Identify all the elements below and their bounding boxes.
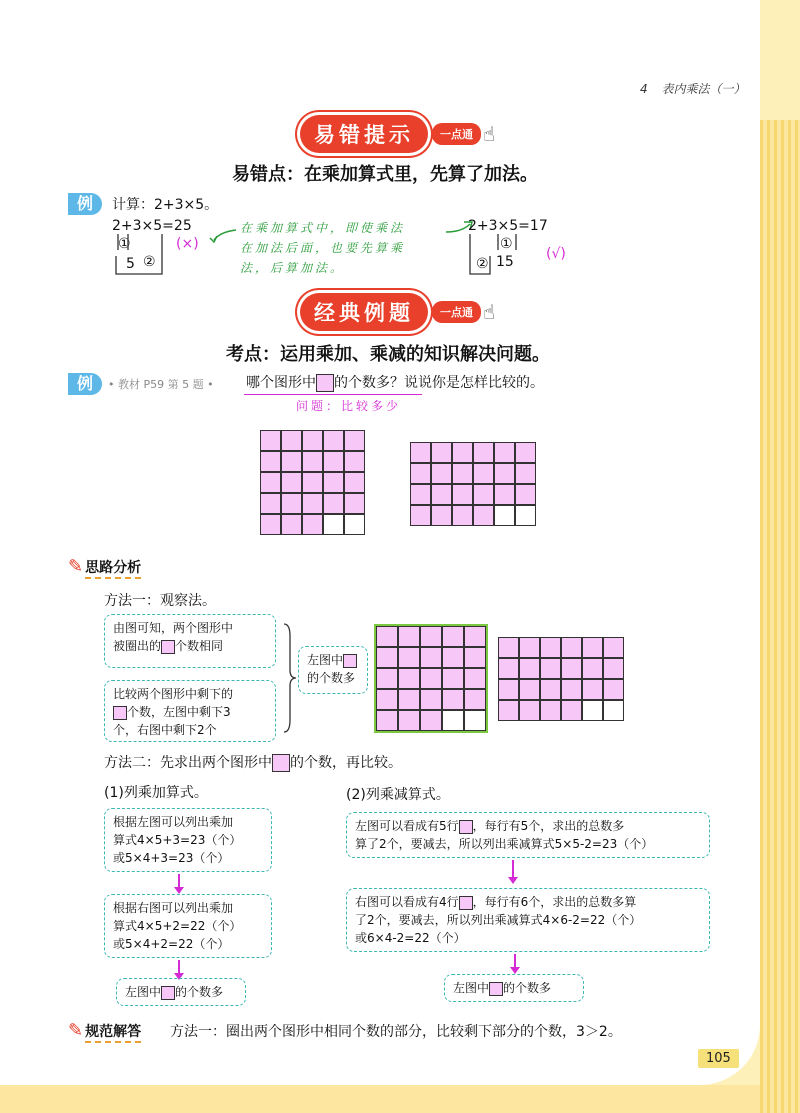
shaded-square: [398, 668, 420, 689]
rule-note: 在乘加算式中，即使乘法 在加法后面，也要先算乘 法，后算加法。: [240, 221, 406, 275]
shaded-square: [410, 505, 431, 526]
shaded-square: [473, 463, 494, 484]
square-icon: [316, 374, 334, 392]
shaded-square: [323, 472, 344, 493]
sub-box-right: 右图可以看成有4行 ，每行有6个，求出的总数多算 了2个，要减去，所以列出乘减算式4×6-2=22（个） 或6×4-2=22（个）: [346, 888, 710, 952]
shaded-square: [376, 626, 398, 647]
shaded-square: [473, 442, 494, 463]
right-step1: ①: [500, 236, 513, 252]
method2: 方法二：先求出两个图形中 的个数，再比较。: [104, 755, 402, 771]
shaded-square: [302, 451, 323, 472]
shaded-square: [464, 647, 486, 668]
shaded-square: [302, 493, 323, 514]
shaded-square: [519, 658, 540, 679]
shaded-square: [515, 442, 536, 463]
shaded-square: [410, 442, 431, 463]
shaded-square: [519, 679, 540, 700]
empty-square: [582, 700, 603, 721]
square-icon: [459, 820, 473, 834]
page-edge: [760, 120, 800, 1113]
wrong-step1: ①: [118, 236, 131, 252]
error-tip-banner: 易错提示 一点通 ☝: [300, 115, 495, 153]
shaded-square: [281, 493, 302, 514]
sub-box-left: 左图可以看成有5行 ，每行有5个，求出的总数多 算了2个，要减去，所以列出乘减算式5×5-2=23（个）: [346, 812, 710, 858]
shaded-square: [281, 430, 302, 451]
right-mark: (√): [546, 246, 566, 262]
shaded-square: [376, 668, 398, 689]
shaded-square: [442, 647, 464, 668]
shaded-square: [498, 637, 519, 658]
wrong-expression: 2+3×5=25: [112, 218, 192, 234]
pencil-icon: ✎: [68, 1020, 84, 1041]
left-figure-circled: [376, 626, 486, 731]
shaded-square: [260, 430, 281, 451]
right-step2: ②: [476, 256, 489, 272]
shaded-square: [420, 710, 442, 731]
wrong-result1: 5: [126, 256, 135, 272]
add-box-left: 根据左图可以列出乘加 算式4×5+3=23（个） 或5×4+3=23（个）: [104, 808, 272, 872]
shaded-square: [410, 463, 431, 484]
shaded-square: [344, 472, 365, 493]
shaded-square: [431, 463, 452, 484]
observation-box-2: 比较两个图形中剩下的 个数，左图中剩下3 个，右图中剩下2个: [104, 680, 276, 742]
shaded-square: [540, 679, 561, 700]
shaded-square: [344, 451, 365, 472]
shaded-square: [464, 689, 486, 710]
shaded-square: [494, 463, 515, 484]
shaded-square: [582, 679, 603, 700]
shaded-square: [473, 484, 494, 505]
add-result-box: 左图中 的个数多: [116, 978, 246, 1006]
shaded-square: [582, 658, 603, 679]
classic-example-banner: 经典例题 一点通 ☝: [300, 293, 495, 331]
empty-square: [323, 514, 344, 535]
shaded-square: [420, 626, 442, 647]
shaded-square: [376, 710, 398, 731]
down-arrow-icon: [512, 860, 514, 878]
question-note: 问题：比较多少: [296, 399, 402, 413]
right-figure-circled: [498, 637, 624, 721]
answer-text: 方法一：圈出两个图形中相同个数的部分，比较剩下部分的个数，3＞2。: [170, 1024, 622, 1040]
shaded-square: [603, 658, 624, 679]
shaded-square: [281, 472, 302, 493]
example-label-2: 例: [68, 373, 102, 395]
shaded-square: [442, 668, 464, 689]
shaded-square: [452, 484, 473, 505]
shaded-square: [464, 626, 486, 647]
sub-method-2: (2)列乘减算式。: [346, 787, 450, 803]
shaded-square: [561, 637, 582, 658]
shaded-square: [420, 647, 442, 668]
square-icon: [161, 986, 175, 1000]
shaded-square: [376, 689, 398, 710]
shaded-square: [260, 451, 281, 472]
shaded-square: [582, 637, 603, 658]
shaded-square: [302, 472, 323, 493]
hand-icon: ☝: [483, 122, 496, 146]
right-expression: 2+3×5=17: [468, 218, 548, 234]
shaded-square: [540, 658, 561, 679]
shaded-square: [464, 668, 486, 689]
shaded-square: [344, 430, 365, 451]
square-icon: [113, 706, 127, 720]
textbook-source: • 教材 P59 第 5 题 •: [108, 378, 214, 391]
pencil-icon: ✎: [68, 556, 84, 577]
shaded-square: [603, 637, 624, 658]
observation-conclusion-box: 左图中 的个数多: [298, 646, 368, 694]
shaded-square: [398, 689, 420, 710]
method1: 方法一：观察法。: [104, 593, 216, 609]
shaded-square: [420, 668, 442, 689]
square-icon: [343, 654, 357, 668]
shaded-square: [398, 647, 420, 668]
shaded-square: [431, 442, 452, 463]
shaded-square: [494, 442, 515, 463]
right-bracket: [466, 230, 526, 278]
right-figure: [410, 442, 536, 526]
left-figure: [260, 430, 365, 535]
shaded-square: [515, 463, 536, 484]
shaded-square: [281, 451, 302, 472]
key-point-heading: 考点：运用乘加、乘减的知识解决问题。: [226, 344, 550, 365]
empty-square: [464, 710, 486, 731]
empty-square: [603, 700, 624, 721]
square-icon: [459, 896, 473, 910]
shaded-square: [561, 679, 582, 700]
add-box-right: 根据右图可以列出乘加 算式4×5+2=22（个） 或5×4+2=22（个）: [104, 894, 272, 958]
question-underline: [244, 394, 422, 395]
empty-square: [515, 505, 536, 526]
down-arrow-icon: [178, 960, 180, 974]
right-result1: 15: [496, 254, 514, 270]
shaded-square: [494, 484, 515, 505]
sub-result-box: 左图中 的个数多: [444, 974, 584, 1002]
page-bottom-edge: [0, 1085, 760, 1113]
shaded-square: [515, 484, 536, 505]
shaded-square: [323, 493, 344, 514]
shaded-square: [603, 679, 624, 700]
empty-square: [442, 710, 464, 731]
shaded-square: [281, 514, 302, 535]
shaded-square: [561, 700, 582, 721]
shaded-square: [540, 637, 561, 658]
shaded-square: [498, 658, 519, 679]
square-icon: [161, 640, 175, 654]
down-arrow-icon: [178, 874, 180, 888]
problem-text: 计算：2+3×5。: [112, 197, 219, 213]
shaded-square: [260, 514, 281, 535]
shaded-square: [442, 689, 464, 710]
analysis-heading: ✎ 思路分析: [68, 556, 142, 577]
shaded-square: [302, 514, 323, 535]
shaded-square: [519, 700, 540, 721]
shaded-square: [431, 505, 452, 526]
curly-brace: [280, 622, 300, 734]
question-text: 哪个图形中 的个数多？说说你是怎样比较的。: [246, 375, 544, 391]
shaded-square: [540, 700, 561, 721]
shaded-square: [398, 710, 420, 731]
shaded-square: [519, 637, 540, 658]
shaded-square: [420, 689, 442, 710]
hand-icon: ☝: [483, 300, 496, 324]
shaded-square: [260, 472, 281, 493]
shaded-square: [302, 430, 323, 451]
shaded-square: [498, 679, 519, 700]
running-header: 4 表内乘法（一）: [640, 82, 746, 96]
shaded-square: [323, 451, 344, 472]
shaded-square: [498, 700, 519, 721]
error-heading: 易错点：在乘加算式里，先算了加法。: [232, 164, 538, 185]
square-icon: [489, 982, 503, 996]
wrong-step2: ②: [143, 254, 156, 270]
shaded-square: [452, 463, 473, 484]
shaded-square: [442, 626, 464, 647]
observation-box-1: 由图可知，两个图形中 被圈出的 个数相同: [104, 614, 276, 668]
shaded-square: [344, 493, 365, 514]
shaded-square: [452, 442, 473, 463]
wrong-mark: (×): [176, 236, 199, 252]
shaded-square: [431, 484, 452, 505]
example-label: 例: [68, 193, 102, 215]
shaded-square: [410, 484, 431, 505]
shaded-square: [452, 505, 473, 526]
empty-square: [494, 505, 515, 526]
shaded-square: [398, 626, 420, 647]
down-arrow-icon: [514, 954, 516, 968]
page-number: 105: [698, 1049, 739, 1068]
shaded-square: [323, 430, 344, 451]
square-icon: [272, 754, 290, 772]
answer-heading: ✎ 规范解答: [68, 1020, 142, 1041]
shaded-square: [260, 493, 281, 514]
wrong-bracket: [112, 230, 172, 278]
sub-method-1: (1)列乘加算式。: [104, 785, 208, 801]
shaded-square: [561, 658, 582, 679]
shaded-square: [473, 505, 494, 526]
note-arrows: [200, 210, 480, 250]
empty-square: [344, 514, 365, 535]
shaded-square: [376, 647, 398, 668]
